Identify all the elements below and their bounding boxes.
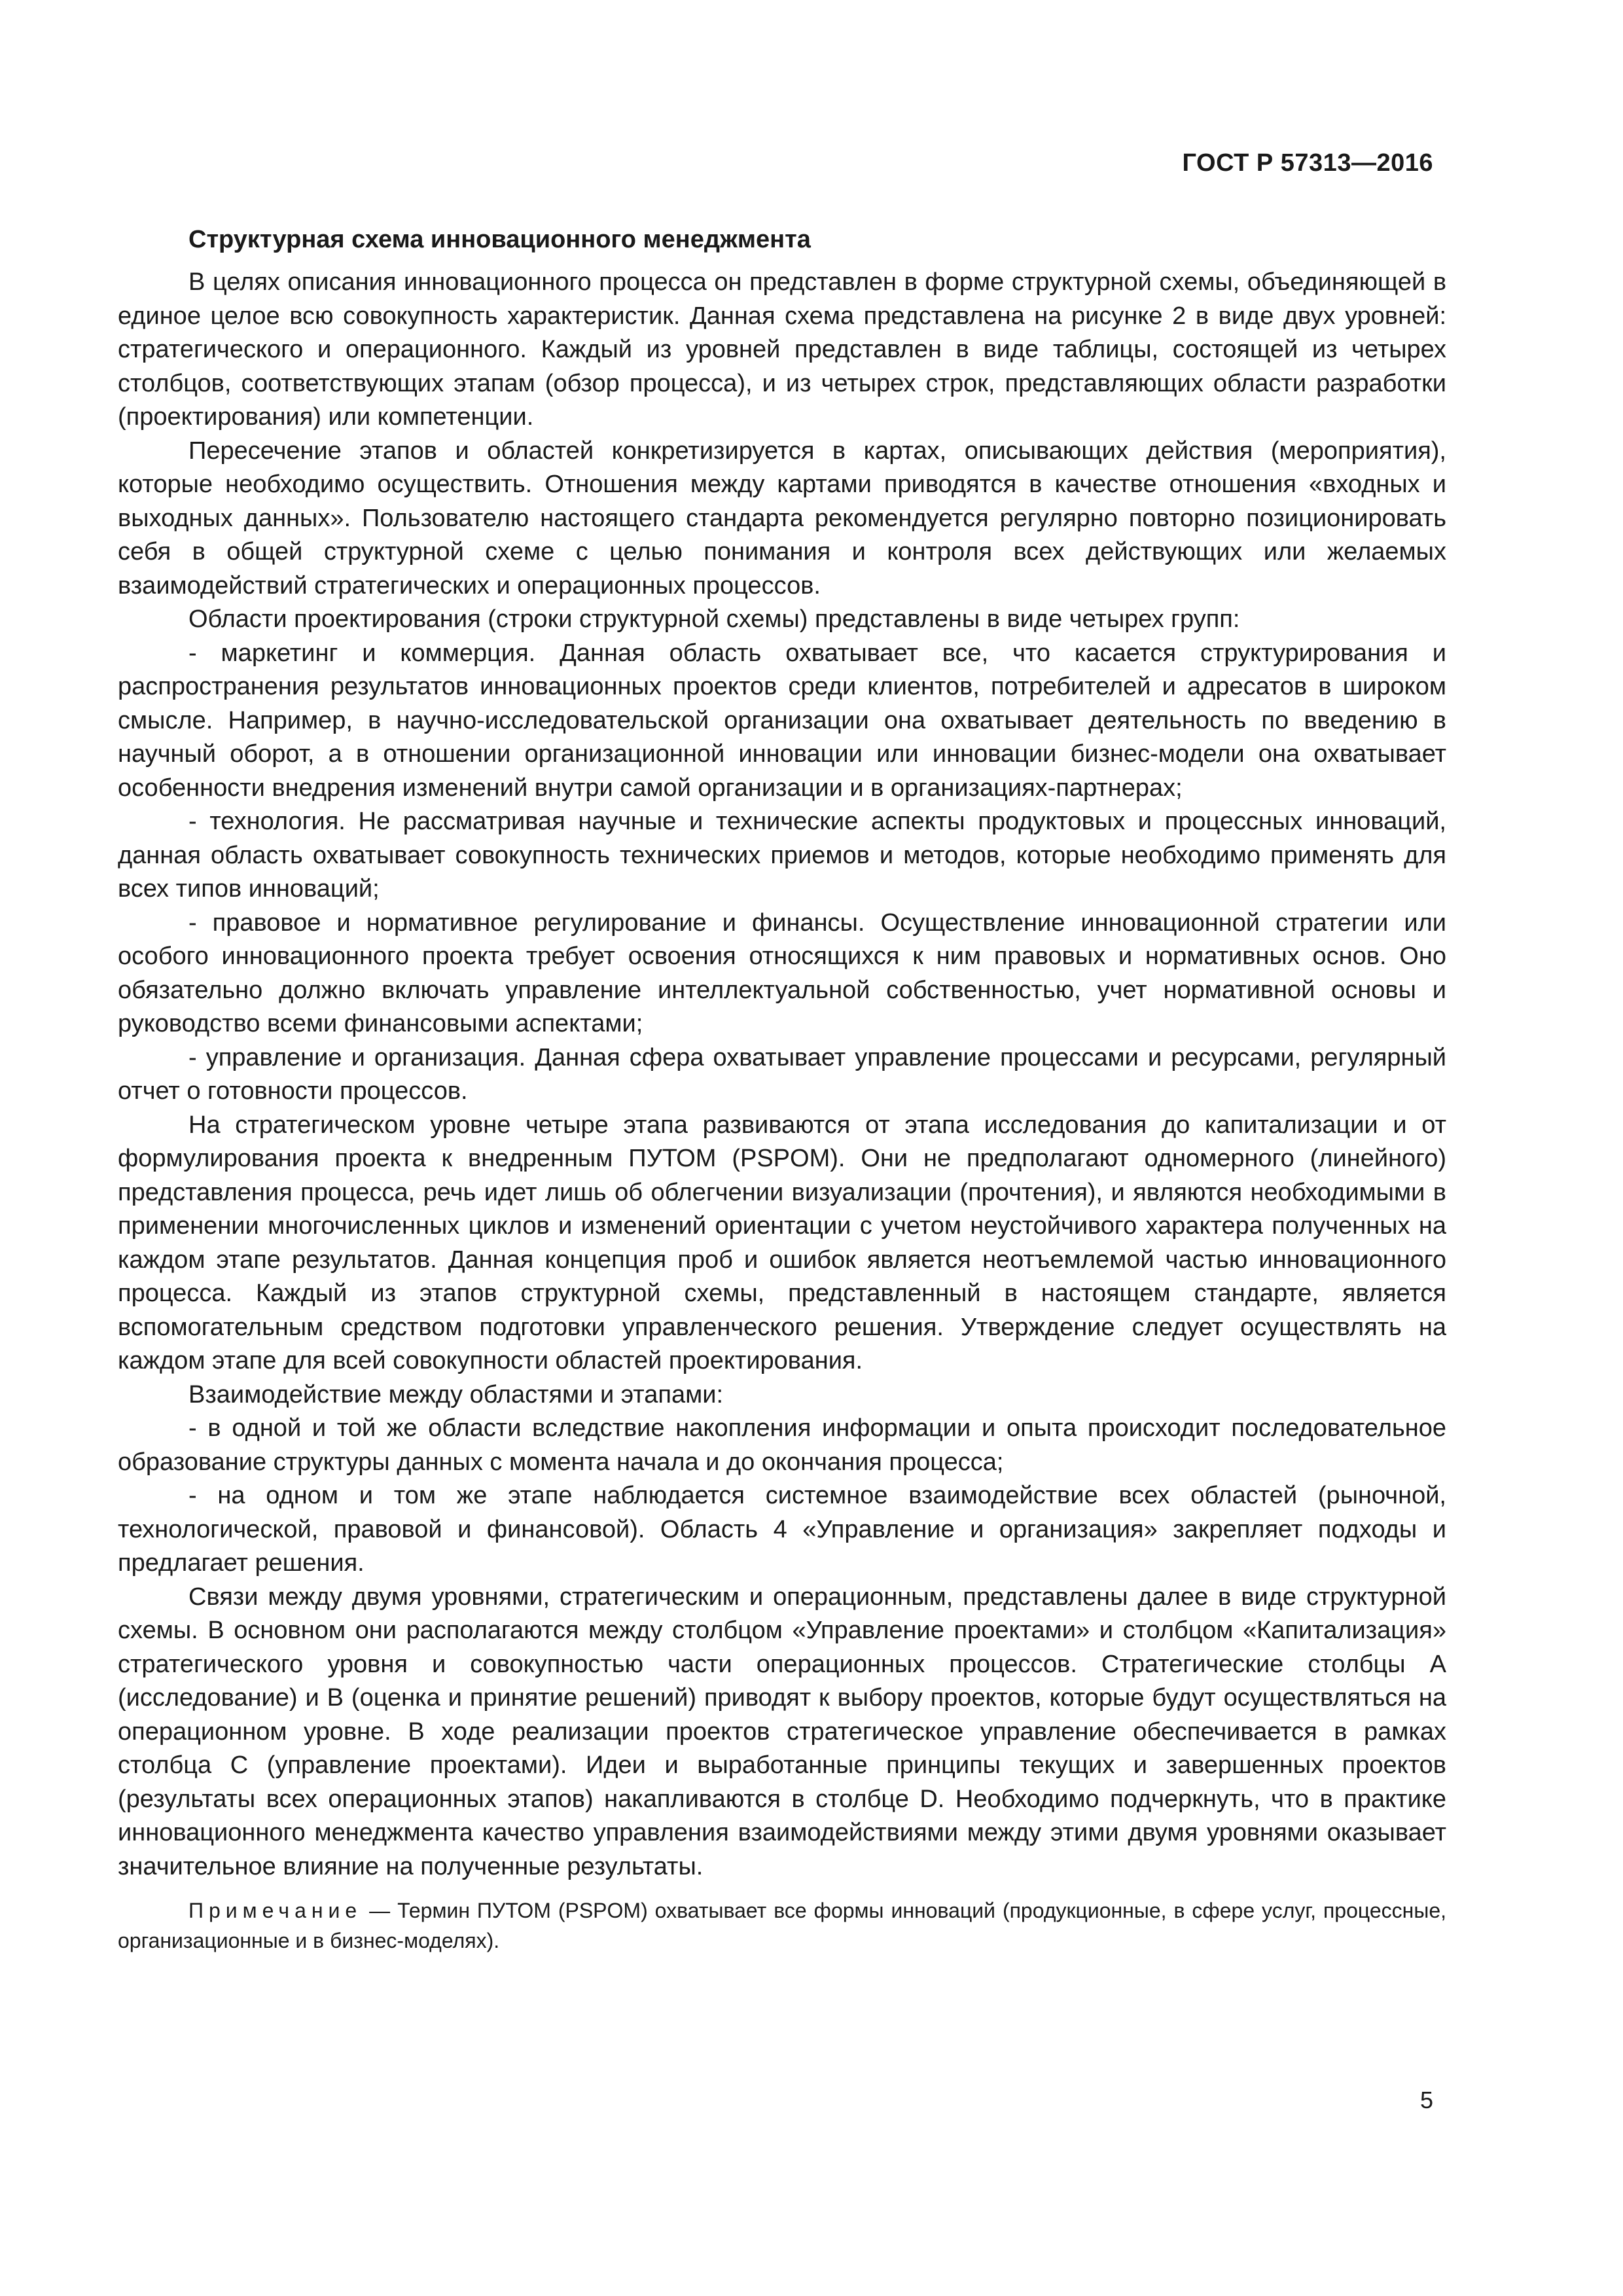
note — [118, 1895, 1446, 1956]
note-dash: — — [362, 1899, 398, 1922]
note-text: Термин ПУТОМ (PSPOM) охватывает все формы инноваций (продукционные, в сфере услуг, процессные, организационные и в бизнес-моделях). — [118, 1899, 1447, 1952]
standard-code: ГОСТ Р 57313—2016 — [1182, 149, 1433, 177]
paragraph: На стратегическом уровне четыре этапа развиваются от этапа исследования до капитализации и от формулирования проекта к внедренным ПУТОМ (PSPOM). Они не предполагают одномерного (линейного) представления процесса, речь идет лишь об облегчении визуализации (прочтения), и являются необходимыми в применении многочисленных циклов и изменений ориентации с учетом неустойчивого характера полученных на каждом этапе результатов. Данная концепция проб и ошибок является неотъемлемой частью инновационного процесса. Каждый из этапов структурной схемы, представленный в настоящем стандарте, является вспомогательным средством подготовки управленческого решения. Утверждение следует осуществлять на каждом этапе для всей совокупности областей проектирования. — [118, 1111, 1446, 1374]
section-title: Структурная схема инновационного менеджмента — [188, 226, 811, 253]
page-number: 5 — [1419, 2087, 1433, 2113]
list-item: - в одной и той же области вследствие накопления информации и опыта происходит последовательное образование структуры данных с момента начала и до окончания процесса; — [118, 1414, 1446, 1476]
paragraph: Связи между двумя уровнями, стратегическим и операционным, представлены далее в виде структурной схемы. В основном они располагаются между столбцом «Управление проектами» и столбцом «Капитализация» стратегического уровня и совокупностью части операционных процессов. Стратегические столбцы А (исследование) и В (оценка и принятие решений) приводят к выбору проектов, которые будут осуществляться на операционном уровне. В ходе реализации проектов стратегическое управление обеспечивается в рамках столбца С (управление проектами). Идеи и выработанные принципы текущих и завершенных проектов (результаты всех операционных этапов) накапливаются в столбце D. Необходимо подчеркнуть, что в практике инновационного менеджмента качество управления взаимодействиями между этими двумя уровнями оказывает значительное влияние на полученные результаты. — [118, 1583, 1446, 1880]
page-content — [118, 223, 1446, 1956]
paragraph: Области проектирования (строки структурной схемы) представлены в виде четырех групп: — [188, 605, 1240, 633]
paragraph: Взаимодействие между областями и этапами: — [188, 1380, 724, 1408]
note-label: Примечание — [188, 1899, 363, 1922]
list-item: - на одном и том же этапе наблюдается системное взаимодействие всех областей (рыночной, технологической, правовой и финансовой). Область 4 «Управление и организация» закрепляет подходы и предлагает решения. — [118, 1482, 1446, 1577]
paragraph: Пересечение этапов и областей конкретизируется в картах, описывающих действия (мероприятия), которые необходимо осуществить. Отношения между картами приводятся в качестве отношения «входных и выходных данных». Пользователю настоящего стандарта рекомендуется регулярно повторно позиционировать себя в общей структурной схеме с целью понимания и контроля всех действующих или желаемых взаимодействий стратегических и операционных процессов. — [118, 437, 1446, 600]
list-item: - управление и организация. Данная сфера охватывает управление процессами и ресурсами, регулярный отчет о готовности процессов. — [118, 1043, 1446, 1105]
list-item: - правовое и нормативное регулирование и финансы. Осуществление инновационной стратегии или особого инновационного проекта требует освоения относящихся к ним правовых и нормативных основ. Оно обязательно должно включать управление интеллектуальной собственностью, учет нормативной основы и руководство всеми финансовыми аспектами; — [118, 908, 1446, 1037]
list-item: - технология. Не рассматривая научные и технические аспекты продуктовых и процессных инноваций, данная область охватывает совокупность технических приемов и методов, которые необходимо применять для всех типов инноваций; — [118, 808, 1446, 903]
list-item: - маркетинг и коммерция. Данная область охватывает все, что касается структурирования и распространения результатов инновационных проектов среди клиентов, потребителей и адресатов в широком смысле. Например, в научно-исследовательской организации она охватывает деятельность по введению в научный оборот, а в отношении организационной инновации или инновации бизнес-модели она охватывает особенности внедрения изменений внутри самой организации и в организациях-партнерах; — [118, 639, 1446, 802]
paragraph: В целях описания инновационного процесса он представлен в форме структурной схемы, объединяющей в единое целое всю совокупность характеристик. Данная схема представлена на рисунке 2 в виде двух уровней: стратегического и операционного. Каждый из уровней представлен в виде таблицы, состоящей из четырех столбцов, соответствующих этапам (обзор процесса), и из четырех строк, представляющих области разработки (проектирования) или компетенции. — [118, 268, 1446, 431]
